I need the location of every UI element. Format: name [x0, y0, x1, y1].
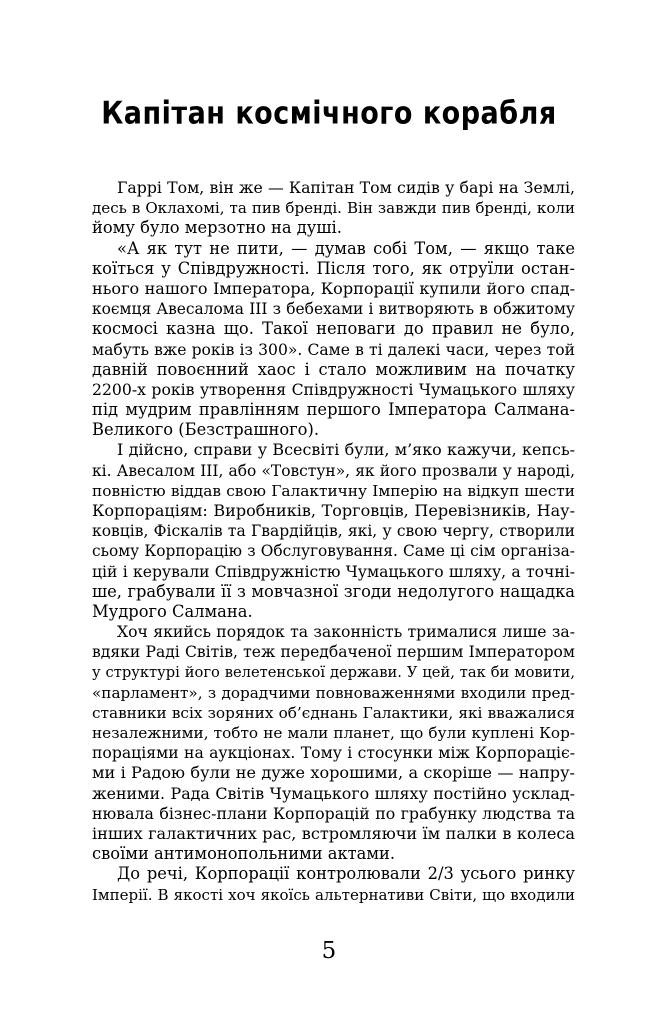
text-line: І дійсно, справи у Всесвіті були, м’яко кажучи, кепсь- [117, 440, 575, 460]
text-line: ковців, Фіскалів та Гвардійців, які, у свою чергу, створили [92, 522, 575, 541]
text-line: ми і Радою були не дуже хорошими, а скоріше — напру- [92, 763, 575, 783]
text-line: нювала бізнес-плани Корпорацій по грабунку людства та [92, 803, 575, 823]
text-line: кі. Авесалом III, або «Товстун», як його прозвали у народі, [92, 461, 575, 480]
text-line: давній повоєнний хаос і стало можливим на початку [92, 359, 575, 379]
text-line: своїми антимонопольними актами. [92, 844, 396, 864]
text-line: коїться у Співдружності. Після того, як отруїли остан- [92, 258, 575, 278]
text-line: десь в Оклахомі, та пив бренді. Він завжди пив бренді, коли [92, 199, 575, 218]
text-line: «А як тут не пити, — думав собі Том, — якщо таке [117, 238, 575, 258]
text-line: 2200-х років утворення Співдружності Чумацького шляху [92, 379, 575, 399]
page-number: 5 [321, 938, 337, 964]
body-text [92, 178, 575, 905]
text-line: сьому Корпорацію з Обслуговування. Саме ці сім організа- [92, 542, 575, 561]
text-line: Гаррі Том, він же — Капітан Том сидів у барі на Землі, [117, 178, 575, 197]
text-line: інших галактичних рас, встромляючи їм палки в колеса [92, 824, 575, 843]
text-line: повністю віддав свою Галактичну Імперію на відкуп шести [92, 481, 575, 500]
text-line: вдяки Раді Світів, теж передбаченої першим Імператором [92, 643, 575, 662]
text-line: До речі, Корпорації контролювали 2/3 усього ринку [117, 864, 575, 884]
text-line: космосі казна що. Такої неповаги до правил не було, [92, 319, 575, 339]
text-line: ставники всіх зоряних об’єднань Галактики, які вважалися [92, 703, 575, 722]
text-line: Великого (Безстрашного). [92, 420, 320, 440]
text-line: мабуть вже років із 300». Саме в ті далекі часи, через той [92, 340, 575, 359]
text-line: йому було мерзотно на душі. [92, 218, 342, 238]
text-line: ше, грабували її з мовчазної згоди недолугого нащадка [92, 581, 575, 601]
text-line: Хоч якийсь порядок та законність трималися лише за- [117, 622, 575, 642]
text-line: нього нашого Імператора, Корпорації купили його спад- [92, 278, 575, 298]
text-line: у структурі його велетенської держави. У цей, так би мовити, [92, 663, 575, 681]
text-line: Корпораціям: Виробників, Торговців, Перевізників, Нау- [92, 501, 575, 520]
text-line: «парламент», з дорадчими повноваженнями входили пред- [92, 683, 575, 702]
text-line: женими. Рада Світів Чумацького шляху постійно усклад- [92, 783, 575, 803]
text-line: під мудрим правлінням першого Імператора Салмана- [92, 400, 575, 420]
chapter-title: Капітан космічного корабля [101, 96, 557, 132]
text-line: коємця Авесалома III з бебехами і витворяють в обжитому [92, 300, 575, 319]
text-line: цій і керували Співдружністю Чумацького шляху, а точні- [92, 562, 575, 581]
text-line: незалежними, тобто не мали планет, що були куплені Кор- [92, 724, 575, 743]
text-line: Мудрого Салмана. [92, 601, 253, 621]
text-line: пораціями на аукціонах. Тому і стосунки між Корпораціє- [92, 743, 575, 763]
text-line: Імперії. В якості хоч якоїсь альтернативи Світи, що входили [92, 885, 575, 904]
